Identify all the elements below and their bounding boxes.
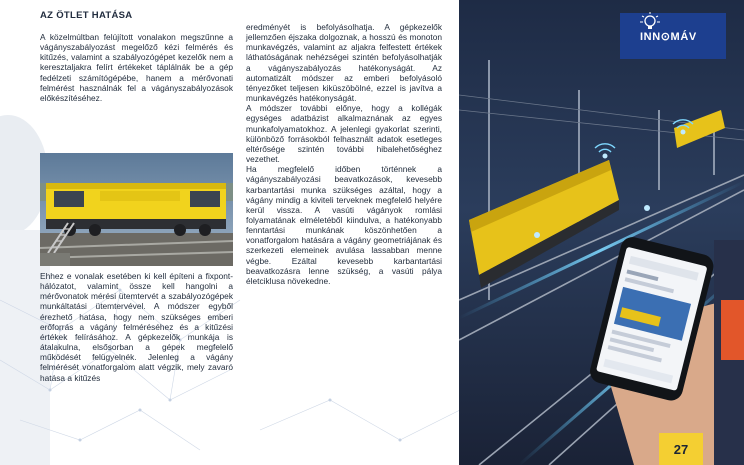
paragraph: A módszer további előnye, hogy a kollégák egységes adatbázist alkalmaznának az egyes munkafolyamatokhoz. A jelenlegi gyakorlat szerinti, különböző forrásokból felhasznált adatok esetleges eltérősége szintén további hibalehetőséghez vezethet. xyxy=(246,103,442,165)
text-column-left-bottom xyxy=(40,271,233,383)
rail-illustration xyxy=(459,0,744,465)
text-column-middle xyxy=(246,22,442,286)
page-number: 27 xyxy=(659,433,703,465)
text-column-left-top xyxy=(40,32,233,103)
logo-text: INN⊙MÁV xyxy=(640,31,697,43)
section-title: AZ ÖTLET HATÁSA xyxy=(40,10,133,21)
paragraph: Ha megfelelő időben történnek a vágányszabályozási beavatkozások, kevesebb karbantartási munka szükséges azáltal, hogy a vágány mindig a kiviteli terveknek megfelelő helyére kerül vissza. A vasúti vágányok romlási folyamatának elméletéből kiindulva, a hatékonyabb fenntartási munkának köszönhetően a vonatforgalom hatására a vágány geometriájának és szerkezeti elemeinek avulása lassabban menne végbe. Ezáltal kevesebb karbantartási beavatkozásra lenne szükség, a vasúti pálya életciklusa növekedne. xyxy=(246,164,442,286)
track-machine-photo xyxy=(40,153,233,266)
paragraph: eredményét is befolyásolhatja. A gépkezelők jellemzően éjszaka dolgoznak, a hosszú és monoton munkavégzés, valamint az aljakra felfestett értékek láthatóságának nehézségei szintén befolyásolhatják a vágányszabályozás hatékonyságát. Az automatizált módszer az emberi befolyásoló tényezőket teljesen kiküszöbölné, ezzel is javítva a munkavégzés hatékonyságát. xyxy=(246,22,442,104)
paragraph: Ehhez e vonalak esetében ki kell építeni a fixpont-hálózatot, valamint össze kell hangolni a mérővonatok mérési ütemtervét a szabályozógépek munkáltatási ütemtervével. A módszer egyből érezhető hatása, hogy nem szükséges emberi erőforrás a vágány felméréséhez és a kitűzési értékek felírásához. A gépkezelők munkája is átalakulna, elsősorban a gépek megfelelő működését felügyelnék. Jelenleg a vágány felmérését vonatforgalom alatt végzik, mely zavaró hatása a kitűzés xyxy=(40,271,233,383)
paragraph: A közelmúltban felújított vonalakon megszűnne a vágányszabályozást megelőző kézi felmérés és kitűzés, valamint a szabályozógépet kezelők nem a keresztaljakra felírt értékeket táplálnák be a gép fedélzeti számítógépébe, hanem a mérővonati felmérést használnák fel a vágányszabályozások előkészítéséhez. xyxy=(40,32,233,103)
